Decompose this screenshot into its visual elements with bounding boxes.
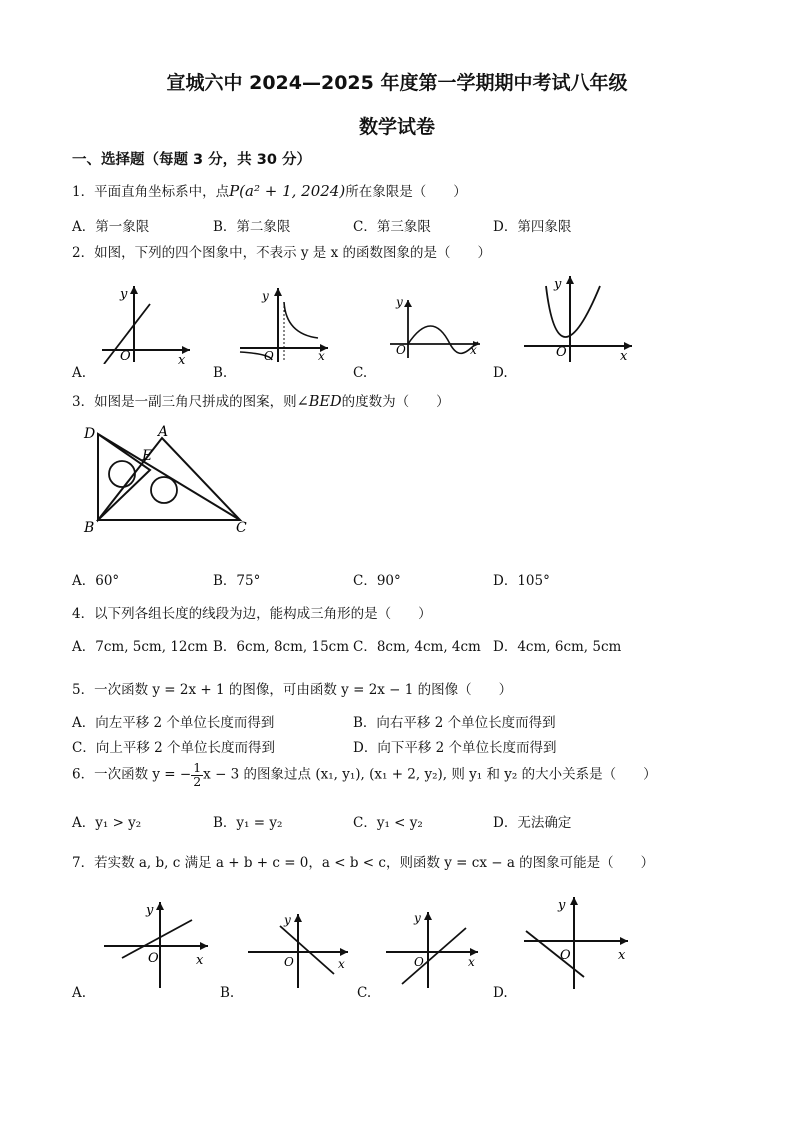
svg-text:y: y <box>414 911 421 925</box>
question-3-option-b[interactable]: B．75° <box>213 573 261 589</box>
question-3-angle: ∠BED <box>296 394 342 410</box>
question-3-option-d[interactable]: D．105° <box>493 573 550 589</box>
svg-text:y: y <box>396 295 403 309</box>
question-1-option-c[interactable]: C．第三象限 <box>353 219 431 235</box>
svg-text:O: O <box>414 955 424 969</box>
question-6-option-b[interactable]: B．y₁ = y₂ <box>213 815 283 831</box>
question-1-stem: 1．平面直角坐标系中，点P(a² + 1, 2024)所在象限是（ ） <box>72 182 467 200</box>
svg-text:x: x <box>470 343 477 357</box>
question-5-option-d[interactable]: D．向下平移 2 个单位长度而得到 <box>353 740 557 756</box>
question-7-stem: 7．若实数 a, b, c 满足 a + b + c = 0，a < b < c，则函数 y = cx − a 的图象可能是（ ） <box>72 855 655 871</box>
question-6-option-d[interactable]: D．无法确定 <box>493 815 572 831</box>
svg-text:x: x <box>620 349 628 364</box>
question-7-label-b[interactable]: B. <box>220 985 235 1001</box>
question-2-label-d[interactable]: D. <box>493 365 508 381</box>
question-7-label-a[interactable]: A. <box>72 985 87 1001</box>
question-5-option-a[interactable]: A．向左平移 2 个单位长度而得到 <box>72 715 275 731</box>
question-5-stem: 5．一次函数 y = 2x + 1 的图像，可由函数 y = 2x − 1 的图像（ ） <box>72 682 513 698</box>
question-1-option-b[interactable]: B．第二象限 <box>213 219 291 235</box>
question-7-graph-c <box>382 908 482 990</box>
question-1-option-a[interactable]: A．第一象限 <box>72 219 150 235</box>
question-4-option-c[interactable]: C．8cm, 4cm, 4cm <box>353 639 481 655</box>
question-2-label-c[interactable]: C. <box>353 365 368 381</box>
question-2-stem: 2．如图，下列的四个图象中，不表示 y 是 x 的函数图象的是（ ） <box>72 245 491 261</box>
svg-text:O: O <box>556 345 567 360</box>
question-3-figure <box>78 422 254 538</box>
question-2-graph-a <box>96 282 192 364</box>
svg-text:y: y <box>146 903 154 918</box>
svg-text:x: x <box>178 353 186 364</box>
question-3-stem: 3．如图是一副三角尺拼成的图案，则∠BED的度数为（ ） <box>72 394 450 410</box>
section-heading-choice: 一、选择题（每题 3 分，共 30 分） <box>72 152 311 168</box>
question-4-option-d[interactable]: D．4cm, 6cm, 5cm <box>493 639 622 655</box>
svg-text:x: x <box>468 955 475 969</box>
question-2-label-a[interactable]: A. <box>72 365 87 381</box>
point-c-label: C <box>236 520 247 536</box>
question-4-option-a[interactable]: A．7cm, 5cm, 12cm <box>72 639 208 655</box>
point-e-label: E <box>142 448 153 464</box>
question-3-option-a[interactable]: A．60° <box>72 573 120 589</box>
svg-text:x: x <box>338 957 345 971</box>
question-2-graph-b <box>232 282 332 364</box>
svg-text:O: O <box>284 955 294 969</box>
svg-text:O: O <box>148 951 159 966</box>
question-7-graph-d <box>520 893 632 990</box>
svg-text:x: x <box>318 349 325 363</box>
question-1-option-d[interactable]: D．第四象限 <box>493 219 572 235</box>
question-5-option-c[interactable]: C．向上平移 2 个单位长度而得到 <box>72 740 276 756</box>
question-2-graph-c <box>386 290 486 360</box>
question-7-label-c[interactable]: C. <box>357 985 372 1001</box>
svg-text:y: y <box>554 277 562 292</box>
page-subtitle: 数学试卷 <box>358 116 435 138</box>
question-6-stem: 6．一次函数 y = − $\frac{1}{2}$ x − 3 的图象过点 (x₁, y₁), (x₁ + 2, y₂), 则 y₁ 和 y₂ 的大小关系是（ ） <box>72 760 657 789</box>
question-7-label-d[interactable]: D. <box>493 985 508 1001</box>
question-7-graph-a <box>100 898 212 990</box>
svg-text:O: O <box>264 349 274 363</box>
svg-text:y: y <box>558 898 566 913</box>
question-6-option-c[interactable]: C．y₁ < y₂ <box>353 815 423 831</box>
question-5-option-b[interactable]: B．向右平移 2 个单位长度而得到 <box>353 715 556 731</box>
point-d-label: D <box>84 426 96 442</box>
question-2-graph-d <box>520 272 636 364</box>
svg-text:y: y <box>120 287 128 302</box>
question-6-option-a[interactable]: A．y₁ > y₂ <box>72 815 142 831</box>
question-2-label-b[interactable]: B. <box>213 365 228 381</box>
svg-text:O: O <box>560 948 571 963</box>
svg-text:O: O <box>120 349 131 364</box>
svg-text:y: y <box>262 289 269 303</box>
svg-text:y: y <box>284 913 291 927</box>
page-title: 宣城六中 2024—2025 年度第一学期期中考试八年级 <box>166 72 628 94</box>
point-b-label: B <box>84 520 95 536</box>
question-4-option-b[interactable]: B．6cm, 8cm, 15cm <box>213 639 350 655</box>
svg-text:x: x <box>196 953 204 968</box>
question-7-graph-b <box>244 910 352 990</box>
point-a-label: A <box>158 424 169 440</box>
question-3-option-c[interactable]: C．90° <box>353 573 401 589</box>
question-4-stem: 4．以下列各组长度的线段为边，能构成三角形的是（ ） <box>72 606 432 622</box>
question-6-fraction: $\frac{1}{2}$ <box>193 760 202 789</box>
svg-text:O: O <box>396 343 406 357</box>
question-1-expression: P(a² + 1, 2024) <box>229 182 346 200</box>
svg-text:x: x <box>618 948 626 963</box>
